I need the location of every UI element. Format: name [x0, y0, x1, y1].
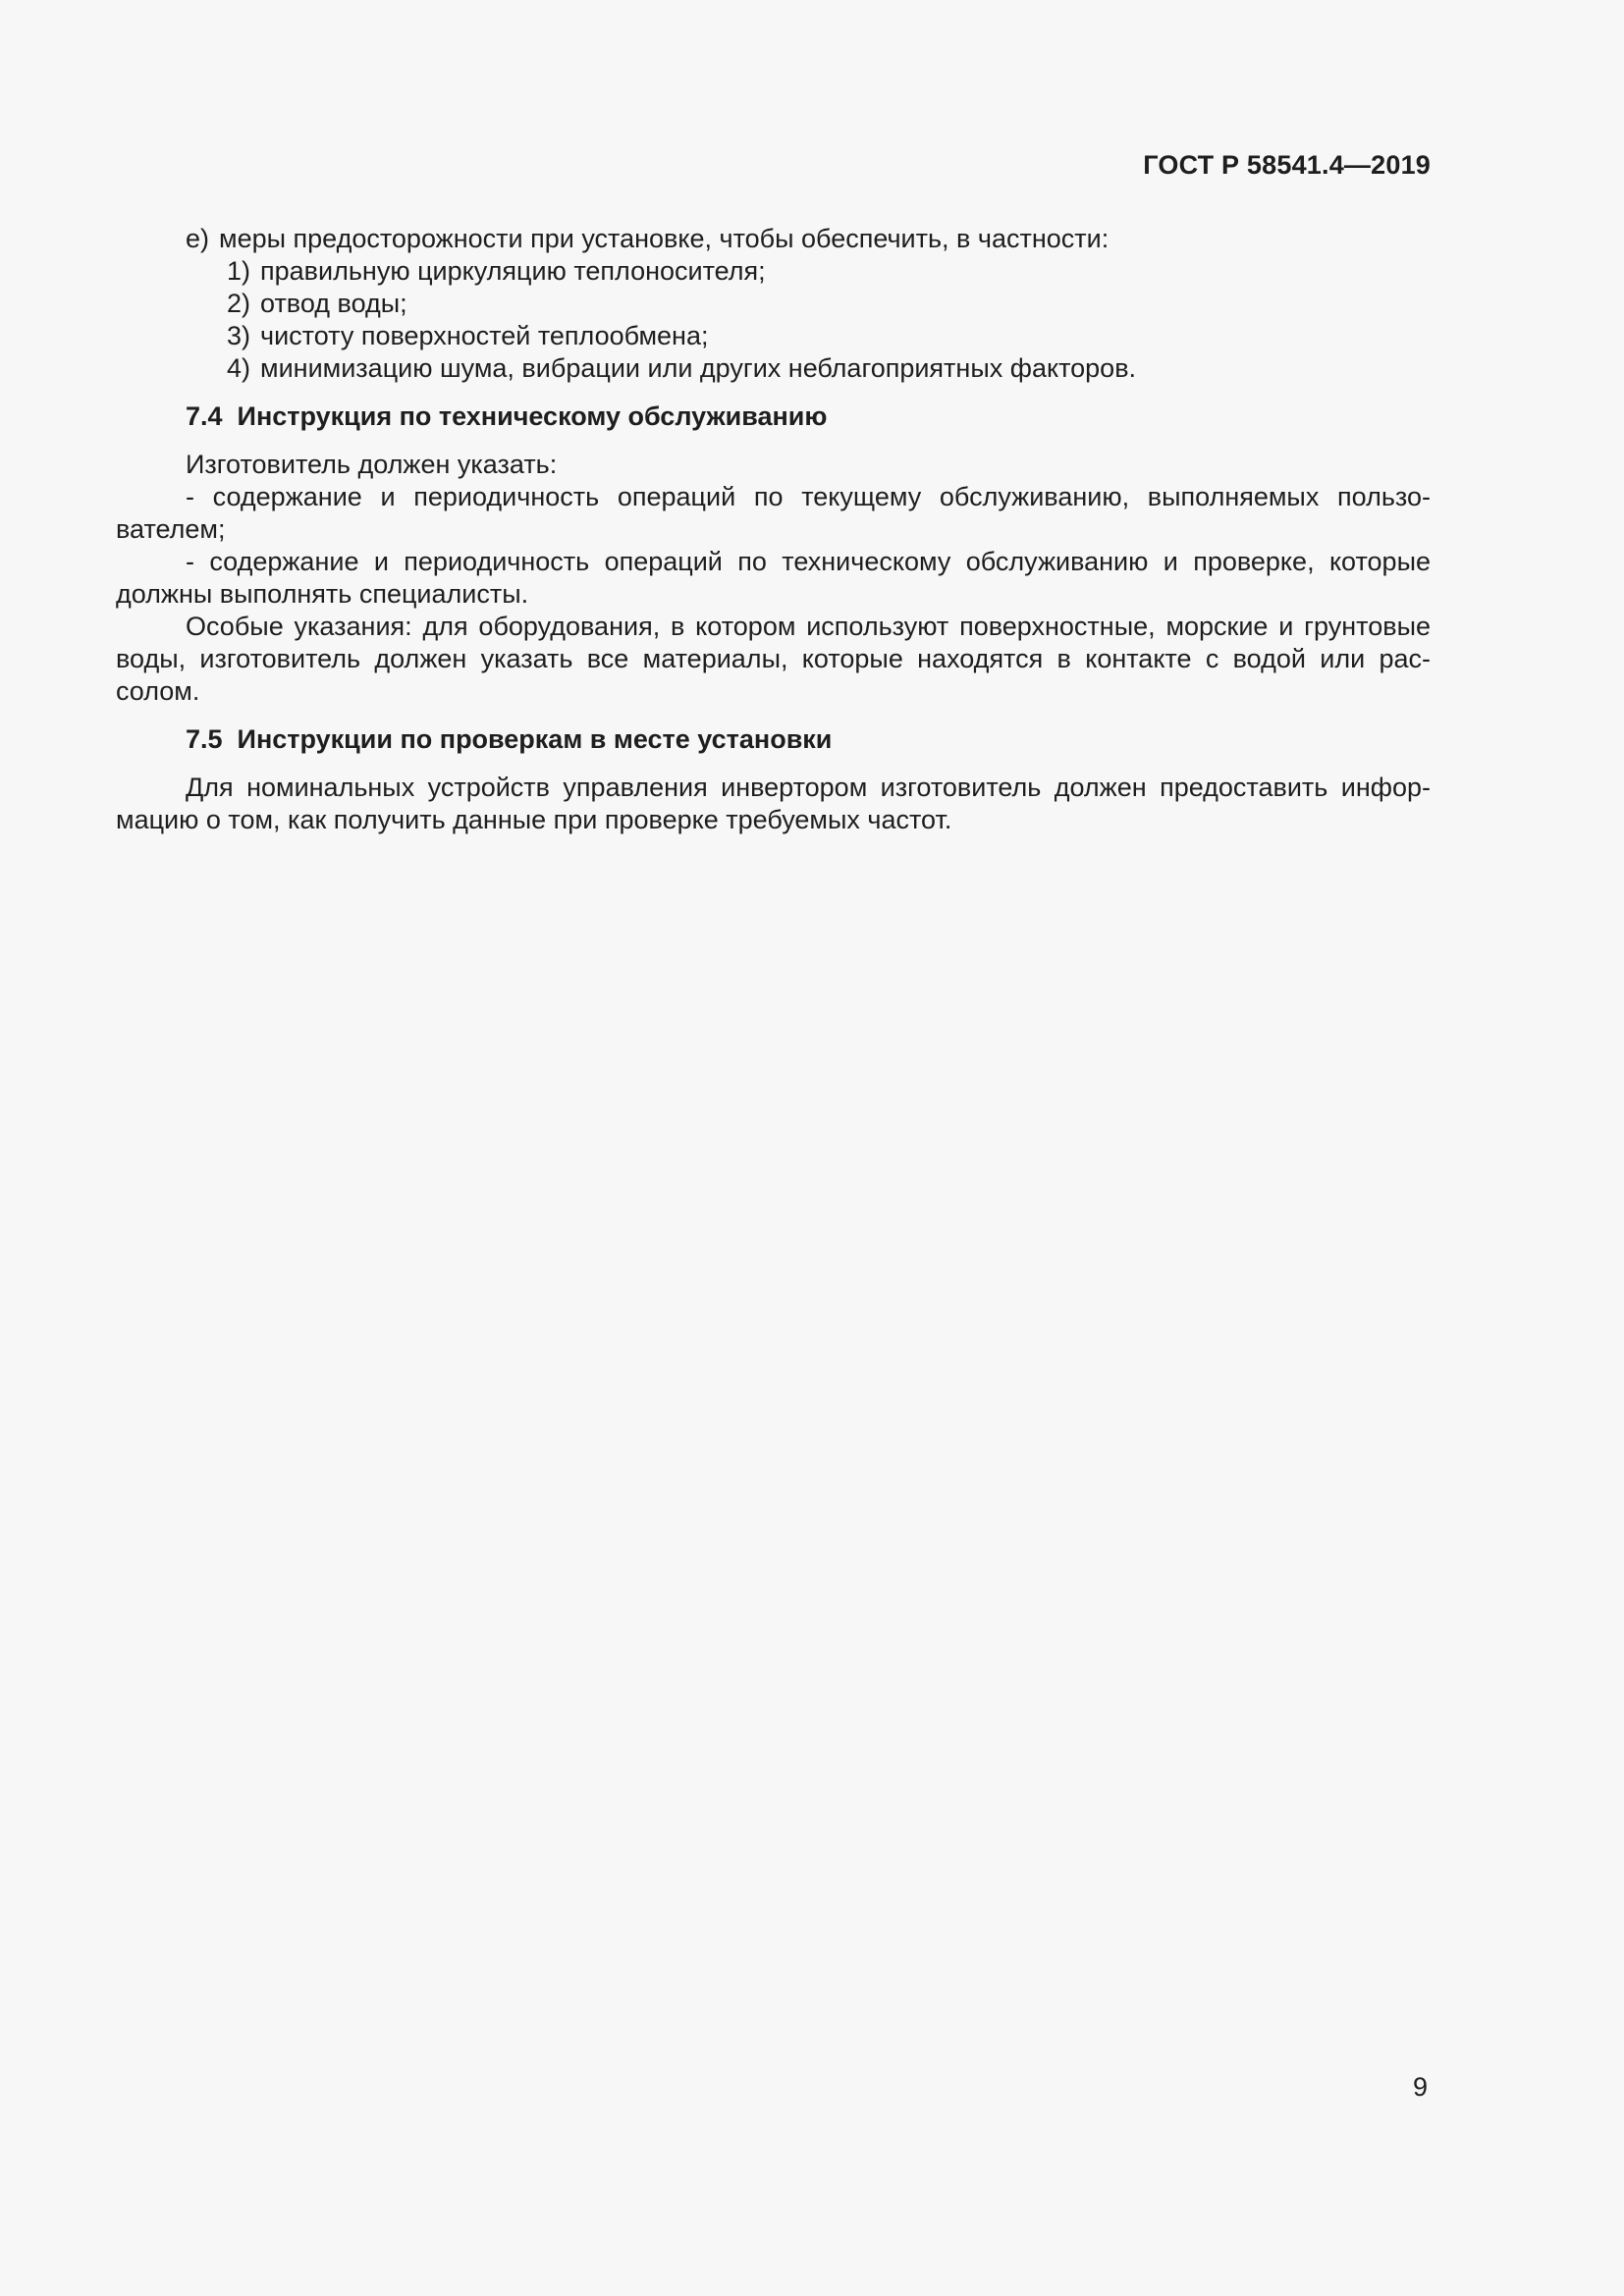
sub-list-text: минимизацию шума, вибрации или других неблагоприятных факторов.: [260, 353, 1137, 383]
page-number: 9: [1412, 2072, 1428, 2102]
paragraph-intro: Изготовитель должен указать:: [186, 450, 558, 479]
document-code: ГОСТ Р 58541.4—2019: [1143, 150, 1431, 180]
section-heading-7-5: 7.5 Инструкции по проверкам в месте установки: [186, 724, 833, 754]
section-7-5-body: [116, 772, 1431, 836]
paragraph-7-5-line-1: Для номинальных устройств управления инвертором изготовитель должен предоставить инфор-: [186, 773, 1431, 802]
page-body: [116, 223, 1431, 836]
sub-list-text: чистоту поверхностей теплообмена;: [260, 321, 709, 350]
bullet-1-line-1: - содержание и периодичность операций по текущему обслуживанию, выполняемых пользо-: [186, 482, 1431, 511]
sub-list-marker: 2): [227, 289, 251, 318]
list-marker: е): [186, 224, 210, 253]
list-item-e: [116, 223, 1431, 255]
bullet-2-line-1: - содержание и периодичность операций по техническому обслуживанию и проверке, которые: [186, 547, 1431, 576]
sub-list-marker: 3): [227, 321, 251, 350]
paragraph-7-5-line-2: мацию о том, как получить данные при проверке требуемых частот.: [116, 805, 952, 834]
special-note-line-1: Особые указания: для оборудования, в котором используют поверхностные, морские и грунтовые: [186, 612, 1431, 641]
sub-list-item: [116, 352, 1431, 385]
list-item-text: меры предосторожности при установке, чтобы обеспечить, в частности:: [219, 224, 1110, 253]
sub-list-marker: 1): [227, 256, 251, 286]
sub-list-item: [116, 288, 1431, 320]
sub-list-marker: 4): [227, 353, 251, 383]
special-note-line-2: воды, изготовитель должен указать все материалы, которые находятся в контакте с водой или рас-: [116, 644, 1431, 673]
sub-list-item: [116, 255, 1431, 288]
sub-list-text: отвод воды;: [260, 289, 407, 318]
section-heading-7-4: 7.4 Инструкция по техническому обслуживанию: [186, 401, 828, 431]
bullet-2-line-2: должны выполнять специалисты.: [116, 579, 529, 609]
bullet-1-line-2: вателем;: [116, 514, 226, 544]
special-note-line-3: солом.: [116, 676, 200, 706]
section-7-4-body: [116, 449, 1431, 708]
sub-list-text: правильную циркуляцию теплоносителя;: [260, 256, 766, 286]
sub-list-item: [116, 320, 1431, 352]
